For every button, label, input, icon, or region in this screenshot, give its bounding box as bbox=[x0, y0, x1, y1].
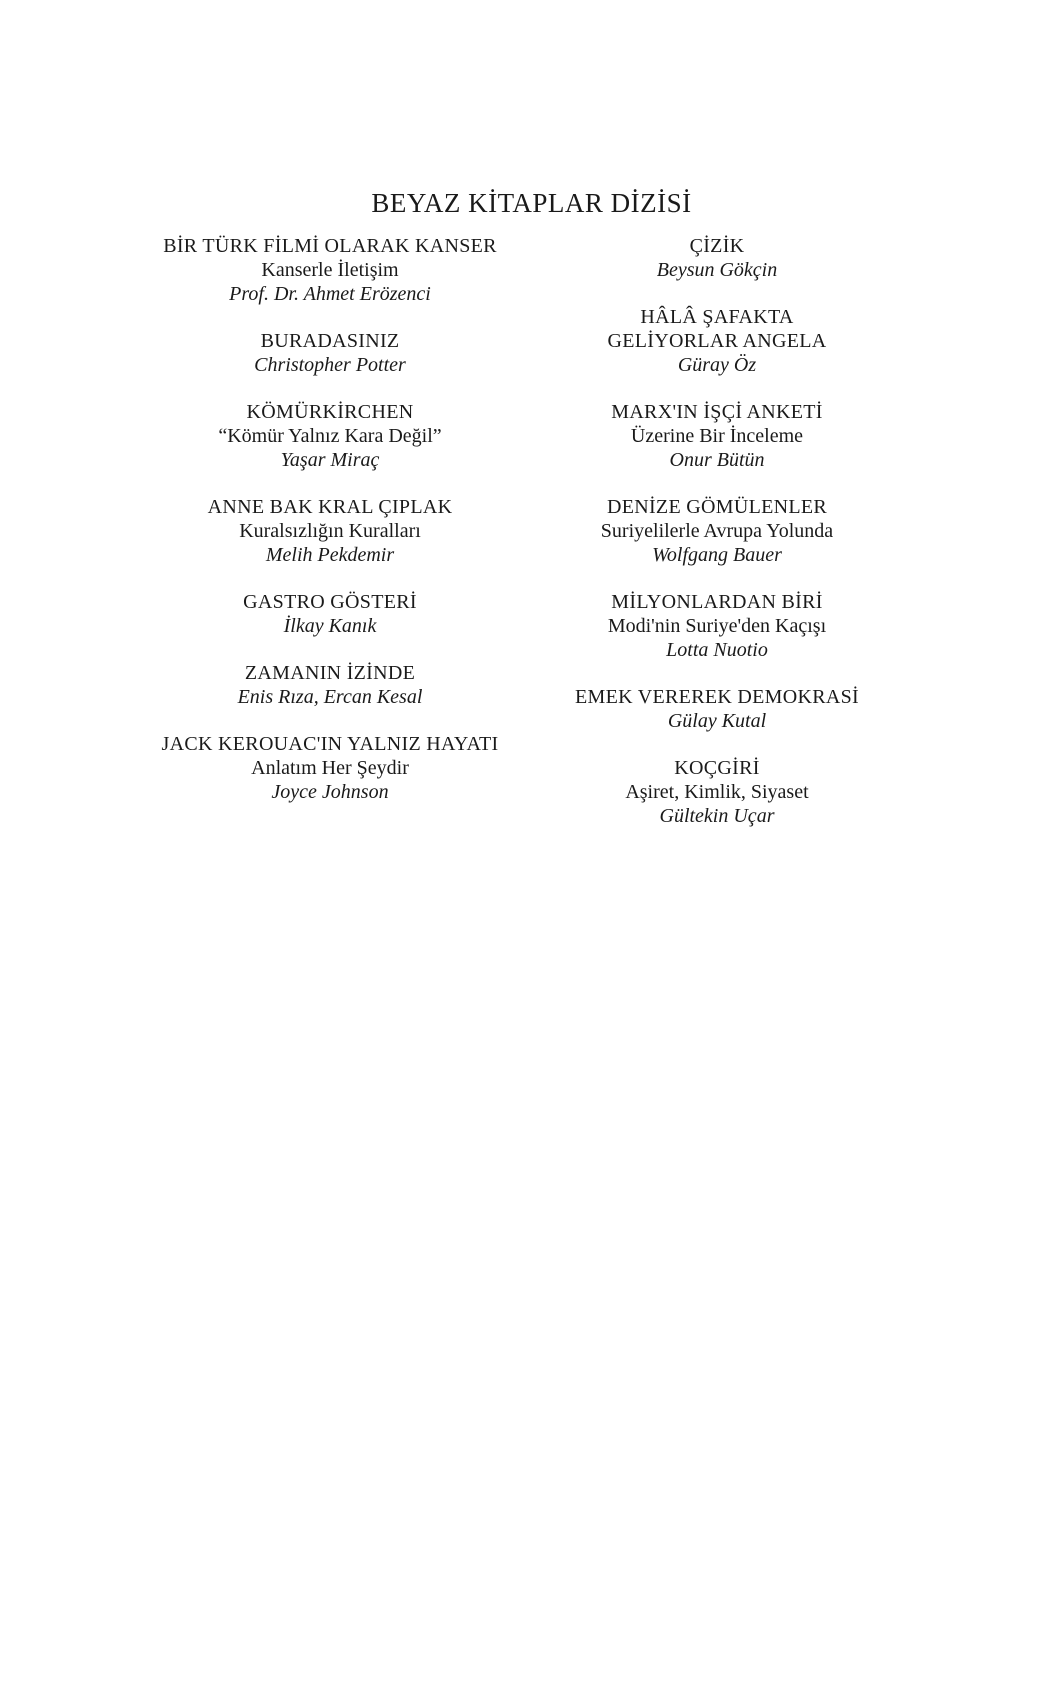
book-title: KÖMÜRKİRCHEN bbox=[246, 401, 414, 423]
book-entry bbox=[507, 590, 927, 662]
book-subtitle: “Kömür Yalnız Kara Değil” bbox=[218, 425, 442, 447]
book-entry bbox=[120, 329, 540, 377]
book-subtitle: Suriyelilerle Avrupa Yolunda bbox=[600, 520, 834, 542]
right-book-column bbox=[507, 234, 927, 851]
book-title: ÇİZİK bbox=[689, 235, 745, 257]
book-entry bbox=[507, 234, 927, 282]
book-title: ANNE BAK KRAL ÇIPLAK bbox=[207, 496, 453, 518]
book-subtitle: Aşiret, Kimlik, Siyaset bbox=[625, 781, 809, 803]
book-title-line-2: GELİYORLAR ANGELA bbox=[607, 330, 827, 352]
book-author: Gülay Kutal bbox=[667, 710, 767, 732]
book-author: Gültekin Uçar bbox=[659, 805, 775, 827]
book-entry bbox=[507, 685, 927, 733]
book-entry bbox=[120, 495, 540, 567]
book-author: Beysun Gökçin bbox=[656, 259, 778, 281]
book-author: Joyce Johnson bbox=[271, 781, 389, 803]
book-entry bbox=[507, 305, 927, 377]
book-entry bbox=[120, 732, 540, 804]
left-book-column bbox=[120, 234, 540, 827]
book-author: İlkay Kanık bbox=[283, 615, 377, 637]
book-title: EMEK VEREREK DEMOKRASİ bbox=[574, 686, 859, 708]
book-entry bbox=[120, 400, 540, 472]
book-title: KOÇGİRİ bbox=[674, 757, 760, 779]
page-title: BEYAZ KİTAPLAR DİZİSİ bbox=[371, 188, 692, 218]
book-title: GASTRO GÖSTERİ bbox=[243, 591, 417, 613]
book-author: Enis Rıza, Ercan Kesal bbox=[237, 686, 423, 708]
book-title: MARX'IN İŞÇİ ANKETİ bbox=[611, 401, 823, 423]
book-title: ZAMANIN İZİNDE bbox=[244, 662, 416, 684]
book-title: DENİZE GÖMÜLENLER bbox=[606, 496, 828, 518]
book-entry bbox=[120, 661, 540, 709]
book-author: Melih Pekdemir bbox=[265, 544, 395, 566]
book-title: MİLYONLARDAN BİRİ bbox=[611, 591, 823, 613]
book-entry bbox=[507, 400, 927, 472]
book-entry bbox=[120, 590, 540, 638]
book-title: BİR TÜRK FİLMİ OLARAK KANSER bbox=[163, 235, 497, 257]
book-title: HÂLÂ ŞAFAKTA bbox=[640, 306, 794, 328]
book-subtitle: Anlatım Her Şeydir bbox=[251, 757, 409, 779]
book-subtitle: Modi'nin Suriye'den Kaçışı bbox=[607, 615, 827, 637]
book-subtitle: Kanserle İletişim bbox=[261, 259, 399, 281]
book-title: JACK KEROUAC'IN YALNIZ HAYATI bbox=[161, 733, 499, 755]
book-author: Onur Bütün bbox=[669, 449, 765, 471]
book-author: Lotta Nuotio bbox=[666, 639, 768, 661]
book-author: Christopher Potter bbox=[254, 354, 406, 376]
book-subtitle: Üzerine Bir İnceleme bbox=[630, 425, 804, 447]
book-title: BURADASINIZ bbox=[260, 330, 400, 352]
book-subtitle: Kuralsızlığın Kuralları bbox=[239, 520, 421, 542]
book-entry bbox=[507, 756, 927, 828]
book-author: Wolfgang Bauer bbox=[652, 544, 782, 566]
book-entry bbox=[507, 495, 927, 567]
book-author: Yaşar Miraç bbox=[280, 449, 380, 471]
book-author: Prof. Dr. Ahmet Erözenci bbox=[229, 283, 431, 305]
book-author: Güray Öz bbox=[677, 354, 757, 376]
book-entry bbox=[120, 234, 540, 306]
